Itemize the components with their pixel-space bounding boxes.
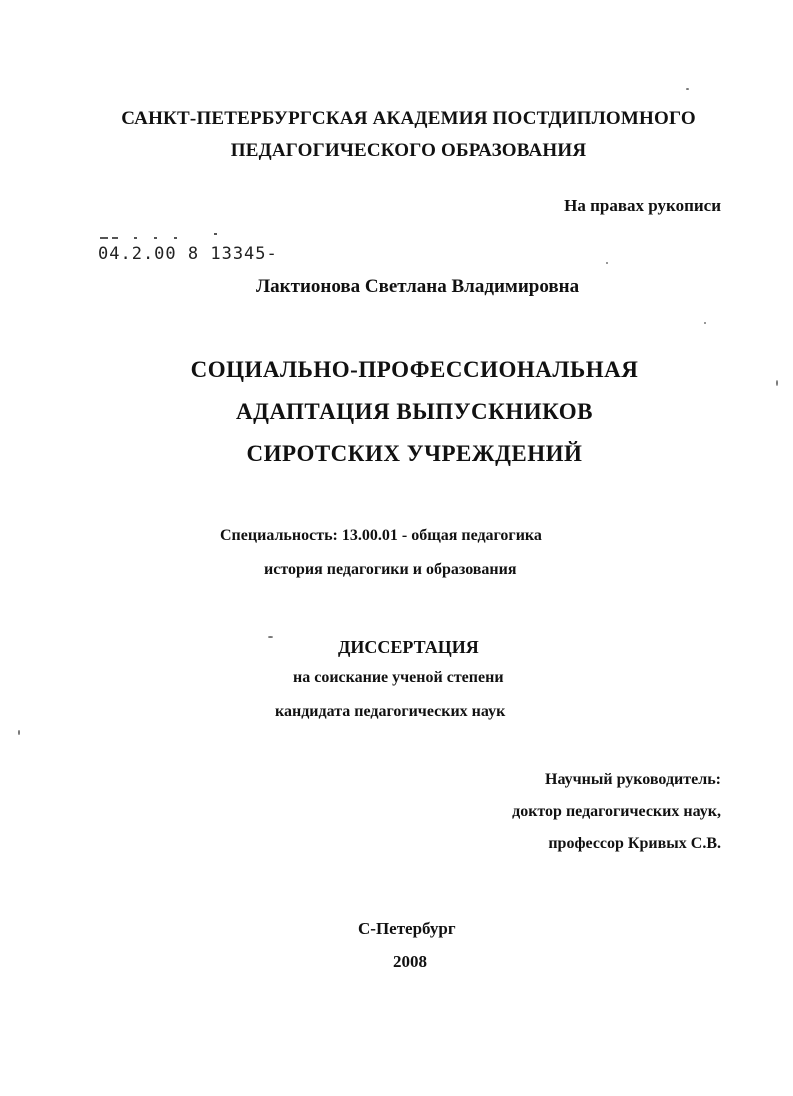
- scan-speck: [704, 322, 706, 324]
- institution-line-2: ПЕДАГОГИЧЕСКОГО ОБРАЗОВАНИЯ: [230, 140, 587, 161]
- thesis-title-line-1: СОЦИАЛЬНО-ПРОФЕССИОНАЛЬНАЯ: [190, 357, 639, 382]
- thesis-title-line-2: АДАПТАЦИЯ ВЫПУСКНИКОВ: [236, 399, 593, 424]
- thesis-title-line-3: СИРОТСКИХ УЧРЕЖДЕНИЙ: [246, 441, 583, 466]
- advisor-degree: доктор педагогических наук,: [512, 803, 721, 820]
- dissertation-line-1: на соискание ученой степени: [293, 669, 504, 686]
- dissertation-heading: ДИССЕРТАЦИЯ: [338, 637, 479, 657]
- dissertation-line-2: кандидата педагогических наук: [275, 703, 506, 720]
- archive-stamp-marks: [98, 232, 238, 240]
- scan-speck: [268, 636, 273, 638]
- city: С-Петербург: [358, 919, 456, 938]
- scan-speck: [686, 88, 689, 90]
- specialty-line-1: Специальность: 13.00.01 - общая педагогика: [220, 527, 542, 544]
- archive-number: 04.2.00 8 13345-: [98, 244, 278, 264]
- author-name: Лактионова Светлана Владимировна: [256, 276, 580, 297]
- advisor-label: Научный руководитель:: [545, 771, 721, 788]
- scan-speck: [776, 380, 778, 386]
- year: 2008: [393, 952, 427, 971]
- advisor-name: профессор Кривых С.В.: [548, 835, 721, 852]
- rights-note: На правах рукописи: [564, 196, 721, 215]
- specialty-line-2: история педагогики и образования: [264, 561, 517, 578]
- scan-speck: [18, 730, 20, 735]
- institution-line-1: САНКТ-ПЕТЕРБУРГСКАЯ АКАДЕМИЯ ПОСТДИПЛОМНОГО: [121, 108, 696, 129]
- scan-speck: [606, 262, 608, 264]
